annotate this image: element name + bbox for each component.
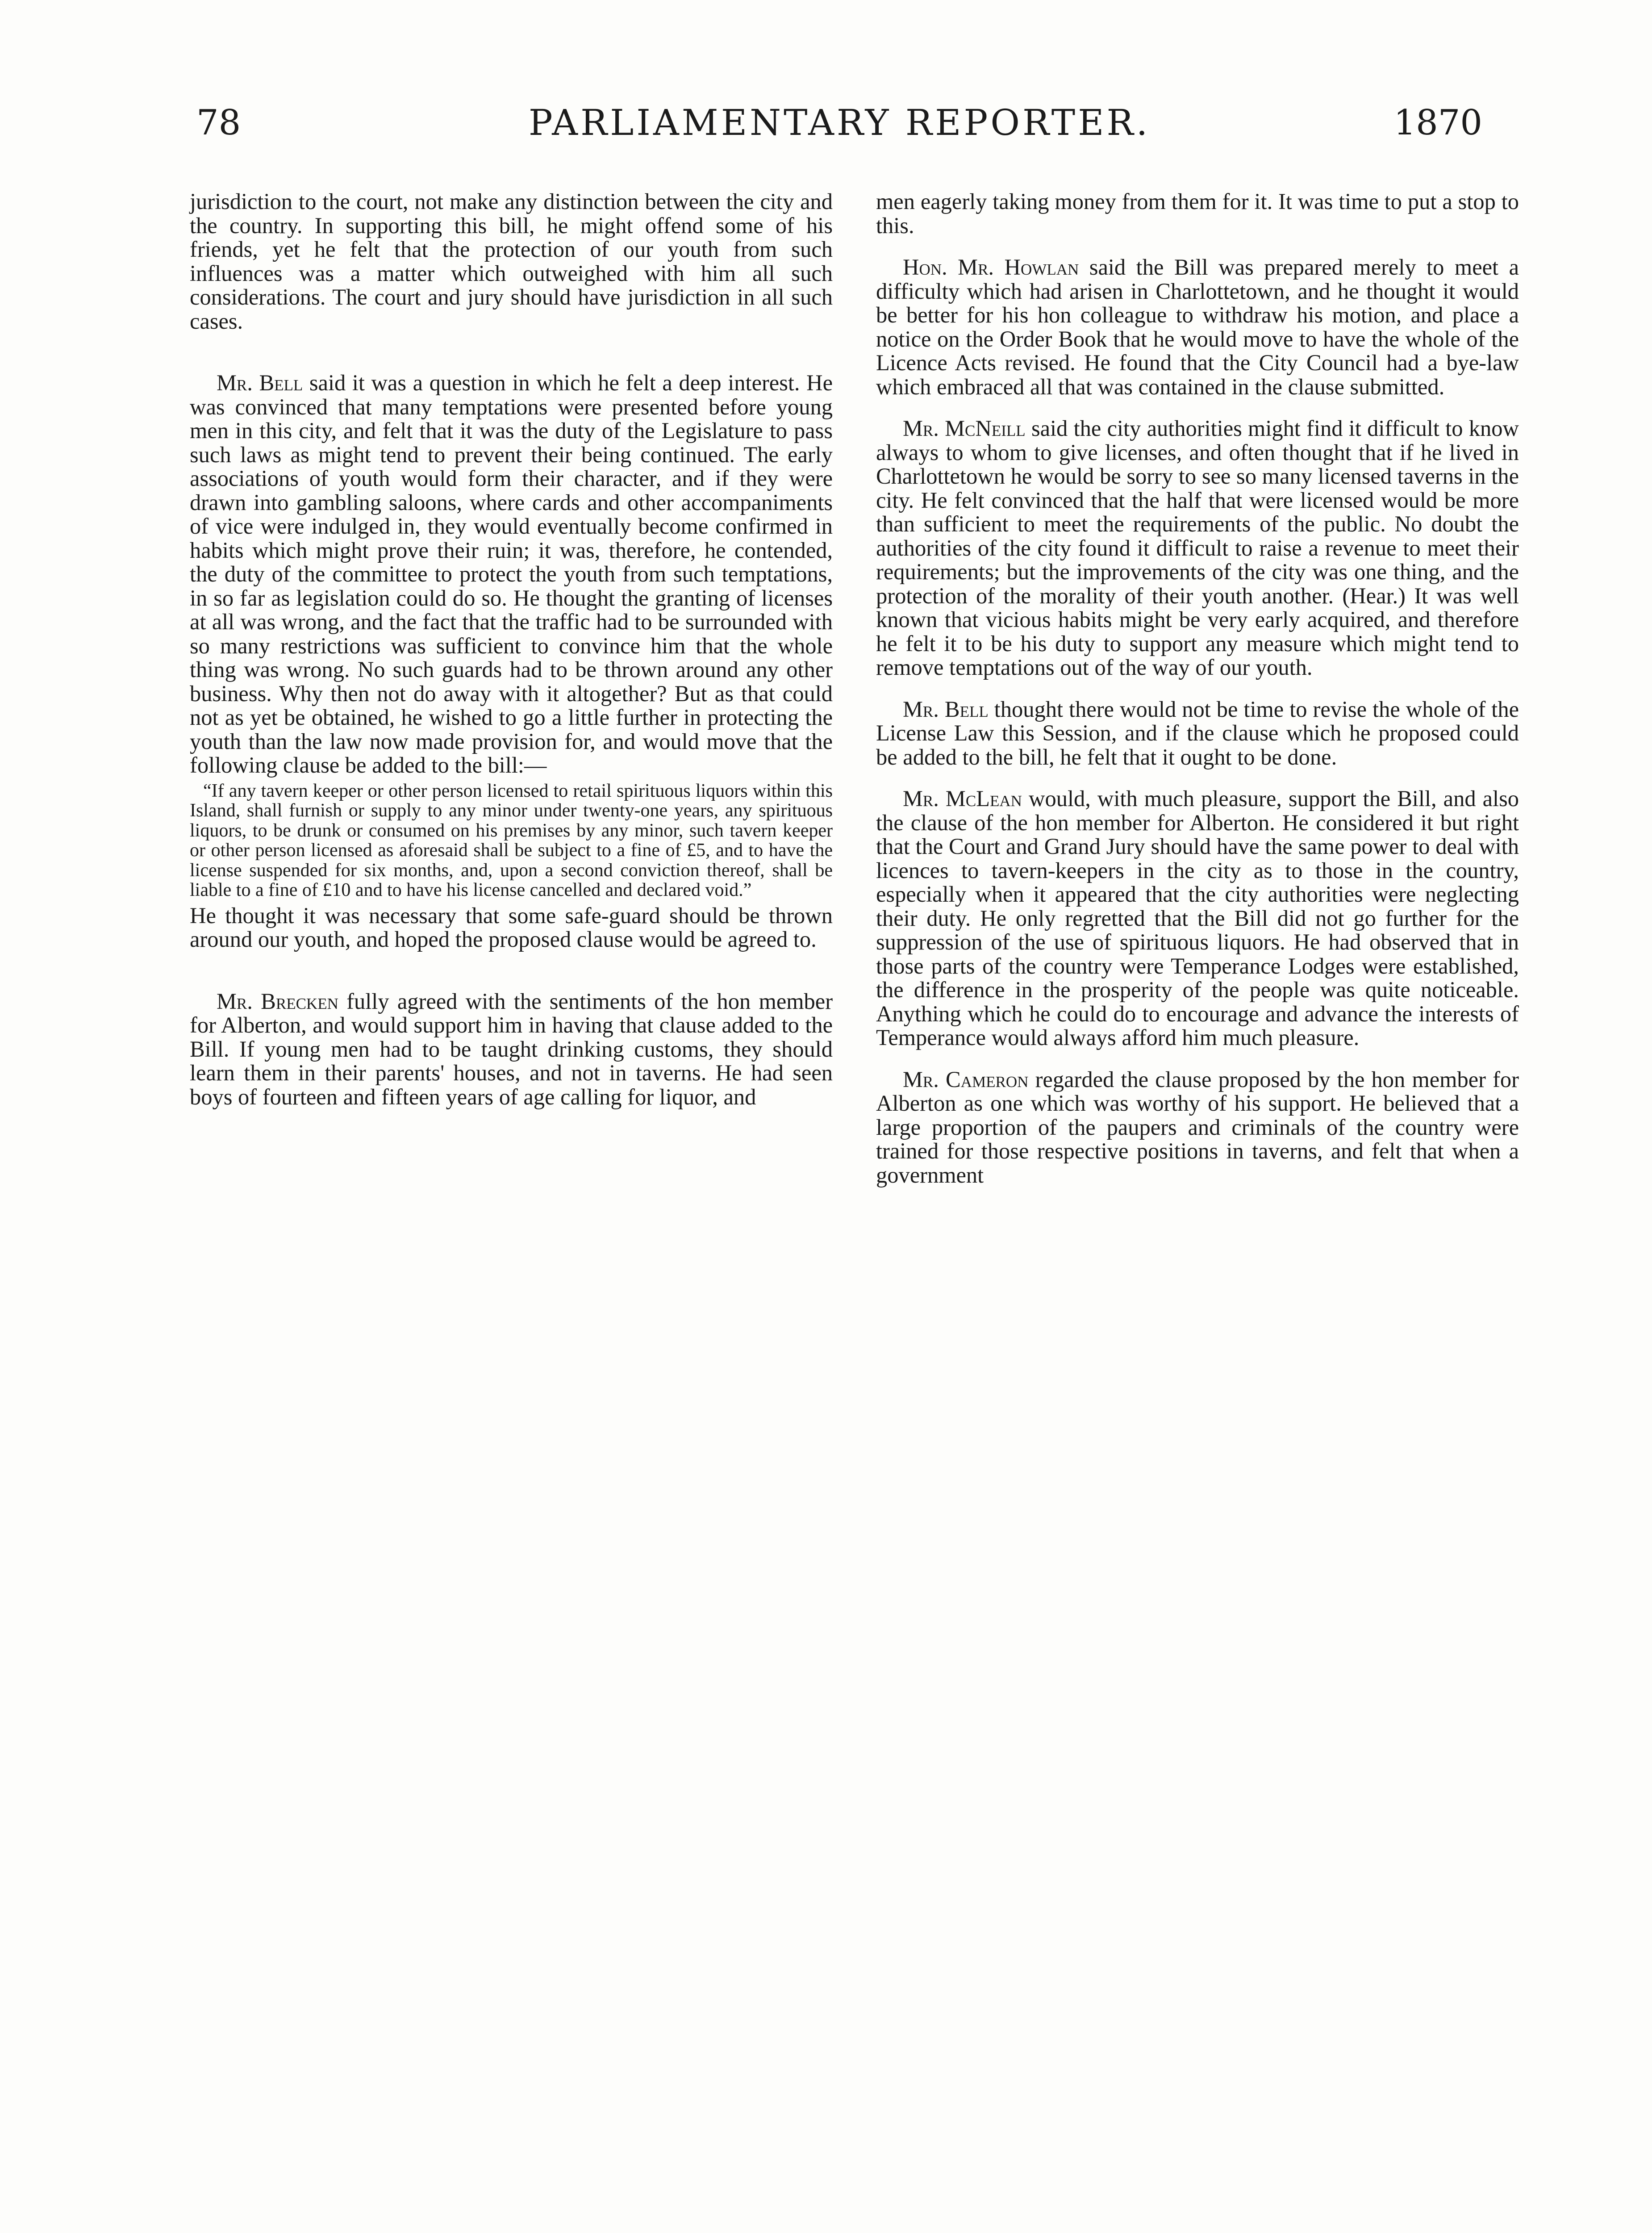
speaker-name: Mr. Bell xyxy=(903,696,989,722)
paragraph-text: said it was a question in which he felt a deep interest. He was convinced that many temptations were presented before young men in this city, and felt that it was the duty of the Legislature to pass such laws as might tend to prevent their being continued. The early associations of youth would form their character, and if they were drawn into gambling saloons, where cards and other accompaniments of vice were indulged in, they would eventually become confirmed in habits which might prove their ruin; it was, therefore, he contended, the duty of the committee to protect the youth from such temptations, in so far as legislation could do so. He thought the granting of licenses at all was wrong, and the fact that the traffic had to be surrounded with so many restrictions was sufficient to convince him that the whole thing was wrong. No such guards had to be thrown around any other business. Why then not do away with it altogether? But as that could not as yet be obtained, he wished to go a little further in protecting the youth than the law now made provision for, and would move that the following clause be added to the bill:— xyxy=(190,370,833,778)
page-header xyxy=(196,96,1482,159)
paragraph-text: regarded the clause proposed by the hon member for Alberton as one which was worthy of his support. He believed that a large proportion of the paupers and criminals of the country were trained for those respective positions in taverns, and felt that when a government xyxy=(876,1066,1519,1188)
paragraph-text: thought there would not be time to revise the whole of the License Law this Session, and if the clause which he proposed could be added to the bill, he felt that it ought to be done. xyxy=(876,696,1519,769)
speaker-name: Mr. Brecken xyxy=(217,988,338,1014)
paragraph-howlan xyxy=(876,255,1519,399)
paragraph-bell xyxy=(190,371,833,778)
proposed-clause-quote: “If any tavern keeper or other person licensed to retail spirituous liquors within this Island, shall furnish or supply to any minor under twenty-one years, any spirituous liquors, to be drunk or consumed on his premises by any minor, such tavern keeper or other person licensed as aforesaid shall be subject to a fine of £5, and to have the license suspended for six months, and, upon a second conviction thereof, shall be liable to a fine of £10 and to have his license cancelled and declared void.” xyxy=(190,780,833,900)
page-number: 78 xyxy=(196,103,241,143)
paragraph-continuation: jurisdiction to the court, not make any distinction between the city and the country. In supporting this bill, he might offend some of his friends, yet he felt that the protection of our youth from such influences was a matter which outweighed with him all such considerations. The court and jury should have jurisdiction in all such cases. xyxy=(190,189,833,334)
paragraph-text: would, with much pleasure, support the Bill, and also the clause of the hon member for Alberton. He considered it but right that the Court and Grand Jury should have the same power to deal with licences to tavern-keepers in the city as to those in the country, especially when it appeared that the city authorities were neglecting their duty. He only regretted that the Bill did not go further for the suppression of the use of spirituous liquors. He had observed that in those parts of the country were Temperance Lodges were established, the difference in the prosperity of the people was quite noticeable. Anything which he could do to encourage and advance the interests of Temperance would always afford him much pleasure. xyxy=(876,786,1519,1050)
paragraph-mclean xyxy=(876,787,1519,1050)
paragraph-text: said the city authorities might find it difficult to know always to whom to give licenses, and often thought that if he lived in Charlottetown he would be sorry to see so many licensed taverns in the city. He felt convinced that the half that were licensed would be more than sufficient to meet the requirements of the public. No doubt the authorities of the city found it difficult to raise a revenue to meet their requirements; but the improvements of the city was one thing, and the protection of the morality of their youth another. (Hear.) It was well known that vicious habits might be very early acquired, and therefore he felt it to be his duty to support any measure which might tend to remove temptations out of the way of our youth. xyxy=(876,416,1519,680)
speaker-name: Hon. Mr. Howlan xyxy=(903,255,1079,280)
paragraph-text: fully agreed with the sentiments of the hon member for Alberton, and would support him in having that clause added to the Bill. If young men had to be taught drinking customs, they should learn them in their parents' houses, and not in taverns. He had seen boys of fourteen and fifteen years of age calling for liquor, and xyxy=(190,988,833,1109)
paragraph-text: said the Bill was prepared merely to meet a difficulty which had arisen in Charlottetown, and he thought it would be better for his hon colleague to withdraw his motion, and place a notice on the Order Book that he would move to have the whole of the Licence Acts revised. He found that the City Council had a bye-law which embraced all that was contained in the clause submitted. xyxy=(876,255,1519,399)
right-column xyxy=(876,190,1519,1187)
paragraph-bell-conclusion: He thought it was necessary that some safe-guard should be thrown around our youth, and hoped the proposed clause would be agreed to. xyxy=(190,903,833,952)
speaker-name: Mr. McLean xyxy=(903,786,1022,811)
speaker-name: Mr. McNeill xyxy=(903,416,1026,441)
running-title: PARLIAMENTARY REPORTER. xyxy=(528,102,1151,143)
header-year: 1870 xyxy=(1393,103,1482,143)
paragraph-continuation: men eagerly taking money from them for it. It was time to put a stop to this. xyxy=(876,189,1519,238)
paragraph-mcneill xyxy=(876,417,1519,680)
speaker-name: Mr. Bell xyxy=(217,370,303,395)
paragraph-bell-reply xyxy=(876,698,1519,769)
speaker-name: Mr. Cameron xyxy=(903,1066,1029,1092)
left-column xyxy=(190,190,833,1109)
paragraph-cameron xyxy=(876,1068,1519,1188)
paragraph-brecken xyxy=(190,990,833,1109)
